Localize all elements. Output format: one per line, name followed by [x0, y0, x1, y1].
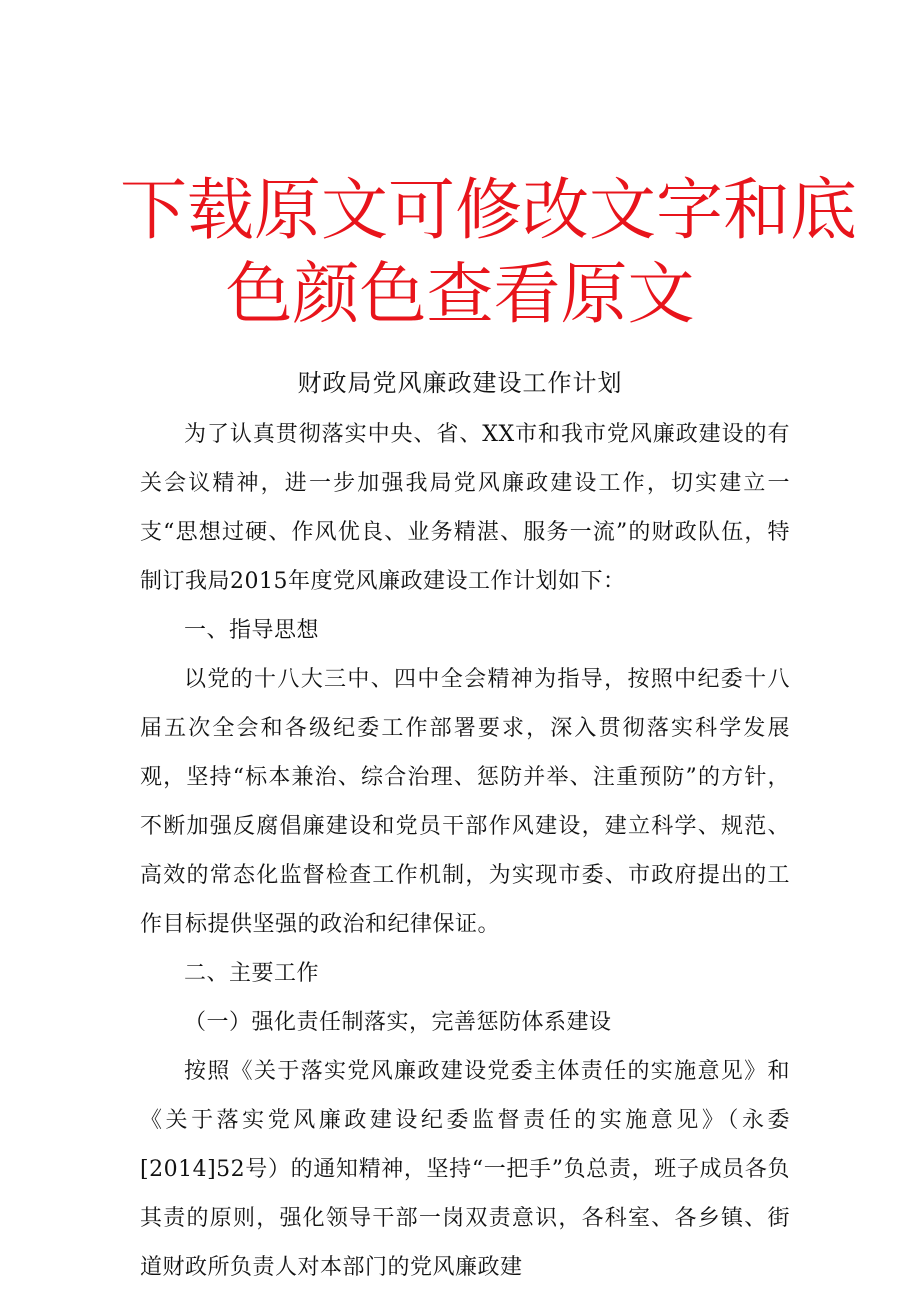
intro-paragraph: 为了认真贯彻落实中央、省、XX市和我市党风廉政建设的有关会议精神，进一步加强我局党风廉政建设工作，切实建立一支“思想过硬、作风优良、业务精湛、服务一流”的财政队伍，特制订我局2015年度党风廉政建设工作计划如下：: [140, 422, 790, 594]
download-banner: [120, 168, 857, 336]
banner-line-2: 色颜色查看原文: [225, 255, 695, 333]
subsection-1-heading: （一）强化责任制落实，完善惩防体系建设: [184, 1010, 612, 1035]
section-2-heading: 二、主要工作: [184, 961, 320, 986]
document-title: 财政局党风廉政建设工作计划: [297, 369, 623, 397]
section-1-heading: 一、指导思想: [184, 618, 320, 643]
section-1-paragraph: 以党的十八大三中、四中全会精神为指导，按照中纪委十八届五次全会和各级纪委工作部署要求，深入贯彻落实科学发展观，坚持“标本兼治、综合治理、惩防并举、注重预防”的方针，不断加强反腐倡廉建设和党员干部作风建设，建立科学、规范、高效的常态化监督检查工作机制，为实现市委、市政府提出的工作目标提供坚强的政治和纪律保证。: [140, 667, 790, 937]
subsection-1-paragraph: 按照《关于落实党风廉政建设党委主体责任的实施意见》和《关于落实党风廉政建设纪委监督责任的实施意见》（永委[2014]52号）的通知精神，坚持“一把手”负总责，班子成员各负其责的原则，强化领导干部一岗双责意识，各科室、各乡镇、街道财政所负责人对本部门的党风廉政建: [140, 1059, 790, 1280]
document-body: [140, 410, 790, 1292]
banner-line-1: 下载原文可修改文字和底: [120, 171, 857, 249]
